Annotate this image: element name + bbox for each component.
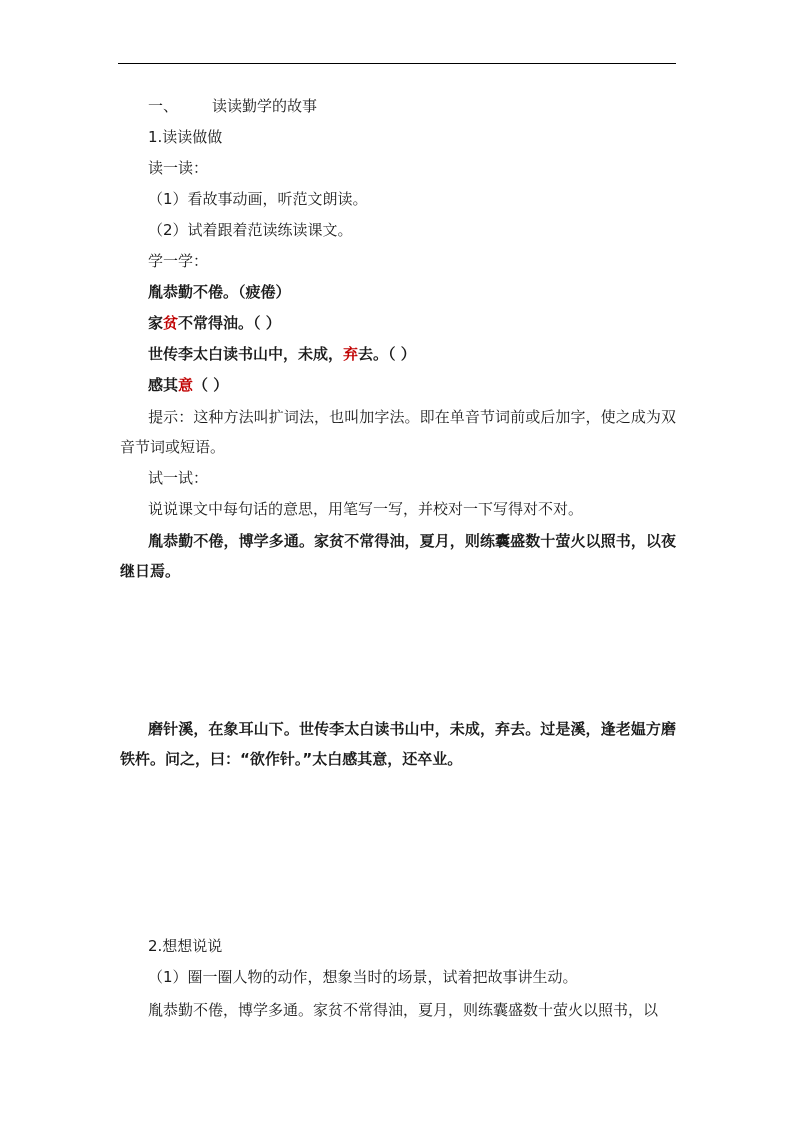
passage-2: 磨针溪，在象耳山下。世传李太白读书山中，未成，弃去。过是溪，逢老媪方磨铁杵。问之，曰：“欲作针。”太白感其意，还卒业。	[120, 720, 676, 768]
header-rule	[118, 63, 676, 64]
learn-line-2: 家贫不常得油。（ ）	[148, 314, 281, 332]
section-heading	[148, 96, 317, 116]
read-label: 读一读：	[148, 159, 209, 177]
try-instruction: 说说课文中每句话的意思，用笔写一写，并校对一下写得对不对。	[148, 500, 584, 518]
subsection-1-title: 1.读读做做	[148, 128, 223, 146]
learn-line-3: 世传李太白读书山中，未成，弃去。（ ）	[148, 345, 416, 363]
learn-line-1: 胤恭勤不倦。（疲倦）	[148, 283, 291, 301]
passage-1: 胤恭勤不倦，博学多通。家贫不常得油，夏月，则练囊盛数十萤火以照书，以夜继日焉。	[120, 532, 676, 580]
tip-paragraph: 提示：这种方法叫扩词法，也叫加字法。即在单音节词前或后加字，使之成为双音节词或短语。	[120, 408, 676, 456]
try-label: 试一试：	[148, 469, 209, 487]
subsection-2-title: 2.想想说说	[148, 937, 223, 955]
highlighted-char: 贫	[163, 314, 179, 332]
read-item-1: （1）看故事动画，听范文朗读。	[148, 190, 368, 208]
think-passage: 胤恭勤不倦，博学多通。家贫不常得油，夏月，则练囊盛数十萤火以照书，以	[148, 1001, 659, 1019]
highlighted-char: 意	[178, 376, 194, 394]
heading-title: 读读勤学的故事	[212, 97, 318, 115]
read-item-2: （2）试着跟着范读练读课文。	[148, 221, 353, 239]
think-item-1: （1）圈一圈人物的动作，想象当时的场景，试着把故事讲生动。	[148, 968, 578, 986]
heading-number: 一、	[148, 97, 179, 115]
learn-label: 学一学：	[148, 252, 209, 270]
highlighted-char: 弃	[343, 345, 359, 363]
learn-line-4: 感其意（ ）	[148, 376, 229, 394]
